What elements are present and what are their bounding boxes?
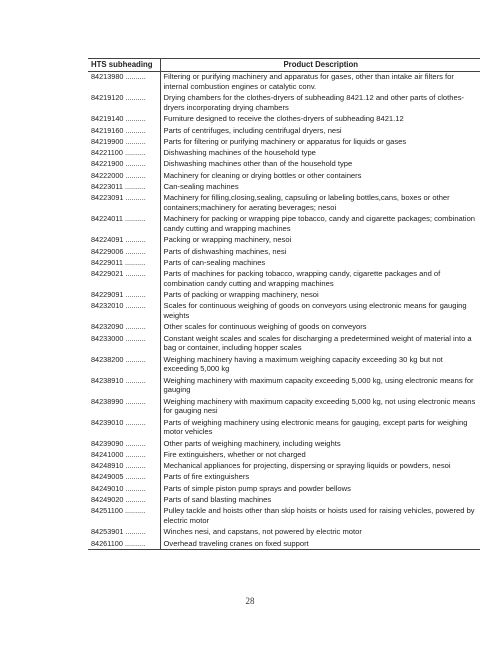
product-description-cell: Parts of sand blasting machines: [163, 495, 272, 504]
table-row: [88, 472, 480, 483]
table-row: [88, 214, 480, 235]
table-header-row: [88, 59, 480, 72]
product-description-cell: Furniture designed to receive the clothes-dryers of subheading 8421.12: [163, 114, 404, 124]
hts-code-cell: 84238910 ..........: [88, 375, 160, 396]
hts-code-cell: 84223091 ..........: [88, 193, 160, 214]
hts-table: [88, 58, 480, 550]
product-description-cell: Pulley tackle and hoists other than skip hoists or hoists used for raising vehicles, powered by electric motor: [163, 506, 475, 525]
hts-code-cell: 84221100 ..........: [88, 148, 160, 159]
hts-code-cell: 84253901 ..........: [88, 527, 160, 538]
product-description-cell: Machinery for filling,closing,sealing, capsuling or labeling bottles,cans, boxes or other containers;machinery for aerating beverages; nesoi: [163, 193, 450, 213]
hts-code-cell: 84249005 ..........: [88, 472, 160, 483]
product-description-cell: Weighing machinery with maximum capacity exceeding 5,000 kg, not using electronic means for gauging nesi: [163, 396, 476, 416]
product-description-cell: Winches nesi, and capstans, not powered by electric motor: [163, 527, 362, 537]
hts-code-cell: 84229091 ..........: [88, 289, 160, 300]
table-row: [88, 170, 480, 181]
table-row: [88, 246, 480, 257]
hts-code-cell: 84219120 ..........: [88, 93, 160, 114]
product-description-cell: Can-sealing machines: [163, 182, 239, 192]
table-row: [88, 354, 480, 375]
product-description-cell: Parts of dishwashing machines, nesi: [163, 246, 287, 256]
table-row: [88, 396, 480, 417]
table-row: [88, 93, 480, 114]
hts-code-cell: 84238200 ..........: [88, 354, 160, 375]
hts-code-cell: 84229021 ..........: [88, 268, 160, 289]
table-row: [88, 289, 480, 300]
table-row: [88, 193, 480, 214]
table-row: [88, 375, 480, 396]
table-row: [88, 506, 480, 527]
product-description-cell: Filtering or purifying machinery and apparatus for gases, other than intake air filters for internal combustion engines or catalytic conv.: [163, 72, 454, 92]
table-row: [88, 125, 480, 136]
hts-code-cell: 84224091 ..........: [88, 235, 160, 246]
hts-code-cell: 84232010 ..........: [88, 301, 160, 322]
table-row: [88, 136, 480, 147]
table-row: [88, 114, 480, 125]
hts-code-cell: 84219160 ..........: [88, 125, 160, 136]
hts-code-cell: 84229011 ..........: [88, 257, 160, 268]
hts-code-cell: 84251100 ..........: [88, 506, 160, 527]
table-row: [88, 301, 480, 322]
product-description-cell: Packing or wrapping machinery, nesoi: [163, 235, 292, 245]
hts-code-cell: 84241000 ..........: [88, 449, 160, 460]
column-header-product-description: Product Description: [160, 59, 480, 72]
table-body: [88, 71, 480, 549]
product-description-cell: Other scales for continuous weighing of goods on conveyors: [163, 322, 367, 332]
table-row: [88, 438, 480, 449]
product-description-cell: Parts of fire extinguishers: [163, 472, 250, 482]
table-row: [88, 257, 480, 268]
product-description-cell: Parts of weighing machinery using electronic means for gauging, except parts for weighing motor vehicles: [163, 417, 468, 437]
hts-code-cell: 84222000 ..........: [88, 170, 160, 181]
product-description-cell: Drying chambers for the clothes-dryers of subheading 8421.12 and other parts of clothes-dryers incorporating drying chambers: [163, 93, 465, 113]
product-description-cell: Constant weight scales and scales for discharging a predetermined weight of material into a bag or container, including hopper scales: [163, 333, 472, 353]
product-description-cell: Machinery for packing or wrapping pipe tobacco, candy and cigarette packages; combination candy cutting and wrapping machines: [163, 214, 476, 234]
table-row: [88, 148, 480, 159]
table-row: [88, 449, 480, 460]
product-description-cell: Machinery for cleaning or drying bottles or other containers: [163, 170, 362, 180]
page-number: 28: [245, 596, 255, 606]
table-row: [88, 235, 480, 246]
product-description-cell: Weighing machinery with maximum capacity exceeding 5,000 kg, using electronic means for gauging: [163, 375, 474, 395]
hts-code-cell: 84238990 ..........: [88, 396, 160, 417]
hts-code-cell: 84233000 ..........: [88, 333, 160, 354]
hts-code-cell: 84239090 ..........: [88, 438, 160, 449]
hts-code-cell: 84229006 ..........: [88, 246, 160, 257]
hts-code-cell: 84213980 ..........: [88, 71, 160, 92]
table-row: [88, 322, 480, 333]
hts-code-cell: 84221900 ..........: [88, 159, 160, 170]
table-row: [88, 527, 480, 538]
product-description-cell: Parts of centrifuges, including centrifugal dryers, nesi: [163, 125, 342, 135]
hts-code-cell: 84249020 ..........: [88, 494, 160, 505]
table-row: [88, 333, 480, 354]
product-description-cell: Fire extinguishers, whether or not charged: [163, 449, 306, 459]
hts-code-cell: 84219140 ..........: [88, 114, 160, 125]
hts-code-cell: 84239010 ..........: [88, 417, 160, 438]
hts-code-cell: 84261100 ..........: [88, 538, 160, 550]
product-description-cell: Dishwashing machines of the household type: [163, 148, 316, 158]
table-row: [88, 159, 480, 170]
table-row: [88, 494, 480, 505]
table-row: [88, 71, 480, 92]
product-description-cell: Parts of machines for packing tobacco, wrapping candy, cigarette packages and of combination candy cutting and wrapping machines: [163, 269, 441, 288]
product-description-cell: Parts of can-sealing machines: [163, 257, 266, 267]
hts-code-cell: 84248910 ..........: [88, 460, 160, 471]
product-description-cell: Mechanical appliances for projecting, dispersing or spraying liquids or powders, nesoi: [163, 461, 451, 471]
product-description-cell: Parts of packing or wrapping machinery, nesoi: [163, 290, 319, 300]
product-description-cell: Scales for continuous weighing of goods on conveyors using electronic means for gauging weights: [163, 301, 467, 321]
hts-code-cell: 84224011 ..........: [88, 214, 160, 235]
table-row: [88, 268, 480, 289]
hts-code-cell: 84249010 ..........: [88, 483, 160, 494]
column-header-hts-subheading: HTS subheading: [88, 59, 160, 72]
table-row: [88, 417, 480, 438]
table-row: [88, 181, 480, 192]
product-description-cell: Other parts of weighing machinery, including weights: [163, 438, 341, 448]
product-description-cell: Parts of simple piston pump sprays and powder bellows: [163, 483, 351, 493]
hts-code-cell: 84223011 ..........: [88, 181, 160, 192]
table-row: [88, 460, 480, 471]
hts-code-cell: 84232090 ..........: [88, 322, 160, 333]
table-row: [88, 483, 480, 494]
product-description-cell: Weighing machinery having a maximum weighing capacity exceeding 30 kg but not exceeding 5,000 kg: [163, 354, 443, 374]
table-row: [88, 538, 480, 550]
hts-code-cell: 84219900 ..........: [88, 136, 160, 147]
product-description-cell: Overhead traveling cranes on fixed support: [160, 538, 480, 550]
product-description-cell: Dishwashing machines other than of the household type: [163, 159, 353, 169]
product-description-cell: Parts for filtering or purifying machinery or apparatus for liquids or gases: [163, 136, 407, 146]
